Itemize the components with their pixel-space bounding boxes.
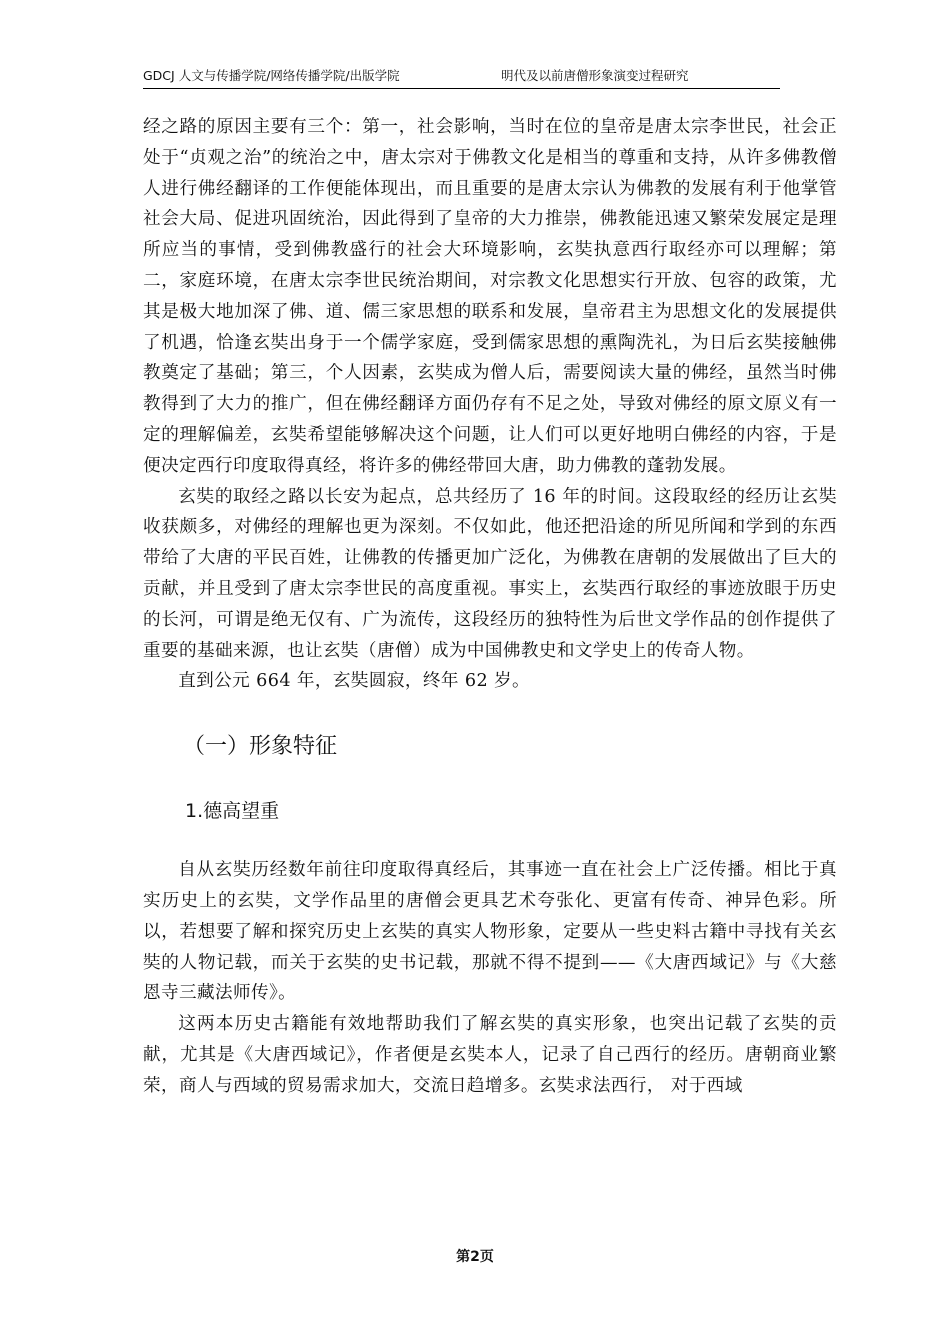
running-header [143, 64, 780, 89]
body-paragraph: 自从玄奘历经数年前往印度取得真经后，其事迹一直在社会上广泛传播。相比于真实历史上的玄奘，文学作品里的唐僧会更具艺术夸张化、更富有传奇、神异色彩。所以，若想要了解和探究历史上玄奘的真实人物形象，定要从一些史料古籍中寻找有关玄奘的人物记载，而关于玄奘的史书记载，那就不得不提到——《大唐西域记》与《大慈恩寺三藏法师传》。 [143, 860, 837, 1004]
body-paragraph: 玄奘的取经之路以长安为起点，总共经历了 16 年的时间。这段取经的经历让玄奘收获颇多，对佛经的理解也更为深刻。不仅如此，他还把沿途的所见所闻和学到的东西带给了大唐的平民百姓，让佛教的传播更加广泛化，为佛教在唐朝的发展做出了巨大的贡献，并且受到了唐太宗李世民的高度重视。事实上，玄奘西行取经的事迹放眼于历史的长河，可谓是绝无仅有、广为流传，这段经历的独特性为后世文学作品的创作提供了重要的基础来源，也让玄奘（唐僧）成为中国佛教史和文学史上的传奇人物。 [143, 486, 837, 661]
body-paragraph: 经之路的原因主要有三个：第一，社会影响，当时在位的皇帝是唐太宗李世民，社会正处于“贞观之治”的统治之中，唐太宗对于佛教文化是相当的尊重和支持，从许多佛教僧人进行佛经翻译的工作便能体现出，而且重要的是唐太宗认为佛教的发展有利于他掌管社会大局、促进巩固统治，因此得到了皇帝的大力推崇，佛教能迅速又繁荣发展定是理所应当的事情，受到佛教盛行的社会大环境影响，玄奘执意西行取经亦可以理解；第二，家庭环境，在唐太宗李世民统治期间，对宗教文化思想实行开放、包容的政策，尤其是极大地加深了佛、道、儒三家思想的联系和发展，皇帝君主为思想文化的发展提供了机遇，恰逢玄奘出身于一个儒学家庭，受到儒家思想的熏陶洗礼，为日后玄奘接触佛教奠定了基础；第三，个人因素，玄奘成为僧人后，需要阅读大量的佛经，虽然当时佛教得到了大力的推广，但在佛经翻译方面仍存有不足之处，导致对佛经的原文原义有一定的理解偏差，玄奘希望能够解决这个问题，让人们可以更好地明白佛经的内容，于是便决定西行印度取得真经，将许多的佛经带回大唐，助力佛教的蓬勃发展。 [143, 117, 837, 476]
header-institution: GDCJ 人文与传播学院/网络传播学院/出版学院 [143, 68, 400, 83]
section-heading: （一）形象特征 [183, 734, 338, 760]
body-paragraph: 直到公元 664 年，玄奘圆寂，终年 62 岁。 [178, 671, 531, 692]
sub-heading: 1.德高望重 [185, 800, 280, 823]
page-number: 第2页 [456, 1249, 494, 1265]
page-body [143, 112, 837, 1102]
header-thesis-title: 明代及以前唐僧形象演变过程研究 [501, 68, 689, 83]
body-paragraph: 这两本历史古籍能有效地帮助我们了解玄奘的真实形象，也突出记载了玄奘的贡献，尤其是《大唐西域记》，作者便是玄奘本人，记录了自己西行的经历。唐朝商业繁荣，商人与西域的贸易需求加大，交流日趋增多。玄奘求法西行， 对于西域 [143, 1014, 837, 1096]
